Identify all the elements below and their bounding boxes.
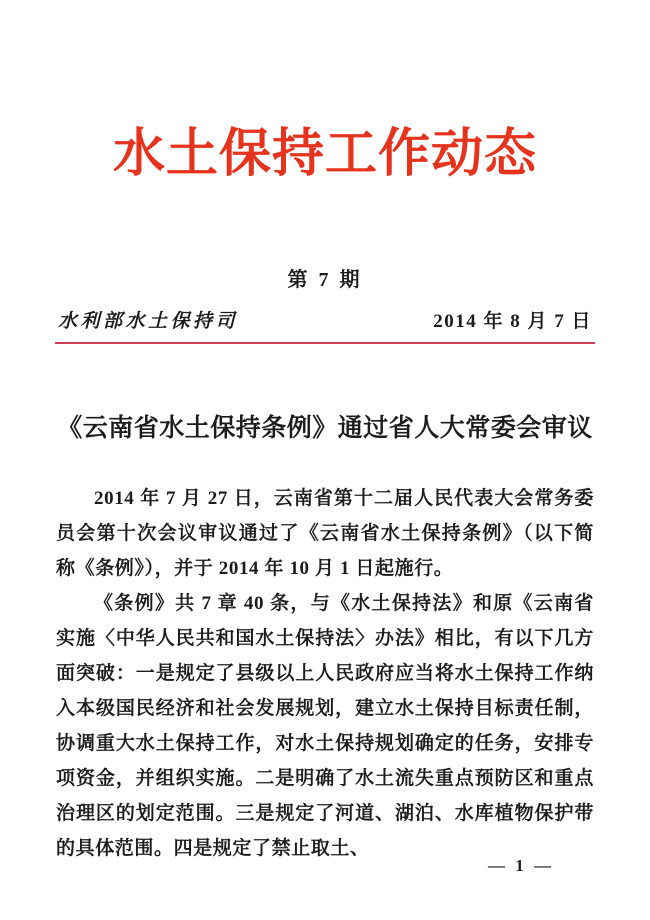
page-number: — 1 — [488,856,554,875]
masthead-meta-row [58,306,592,333]
article-body [56,481,594,866]
article-paragraph-2: 《条例》共 7 章 40 条，与《水土保持法》和原《云南省实施〈中华人民共和国水土保持法〉办法》相比，有以下几方面突破：一是规定了县级以上人民政府应当将水土保持工作纳入本级国民经济和社会发展规划，建立水土保持目标责任制，协调重大水土保持工作，对水土保持规划确定的任务，安排专项资金，并组织实施。二是明确了水土流失重点预防区和重点治理区的划定范围。三是规定了河道、湖泊、水库植物保护带的具体范围。四是规定了禁止取土、 [56,593,594,860]
masthead-divider [55,342,595,344]
article-title: 《云南省水土保持条例》通过省人大常委会审议 [57,415,593,443]
issue-number: 第 7 期 [287,269,363,292]
issuing-organization: 水利部水土保持司 [58,311,239,333]
issue-date: 2014 年 8 月 7 日 [433,311,592,333]
article-paragraph-1: 2014 年 7 月 27 日，云南省第十二届人民代表大会常务委员会第十次会议审议通过了《云南省水土保持条例》（以下简称《条例》），并于 2014 年 10 月 1 日起施行。 [56,488,594,580]
bulletin-title: 水土保持工作动态 [112,126,537,183]
